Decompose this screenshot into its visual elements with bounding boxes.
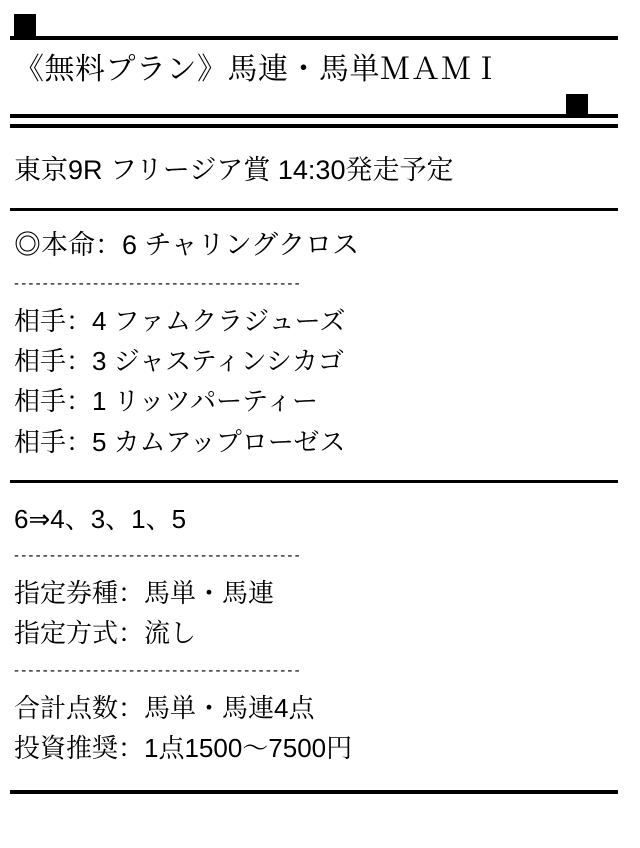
investment-recommendation: 投資推奨：1点1500〜7500円 [14, 732, 353, 763]
page-title: 《無料プラン》馬連・馬単ＭＡＭＩ [14, 53, 502, 86]
dashed-divider-2: ---------------------------------------- [14, 549, 302, 564]
race-info: 東京9R フリージア賞 14:30発走予定 [14, 155, 454, 185]
partner-pick: 相手：3 ジャスティンシカゴ [14, 346, 344, 377]
dashed-divider-3: ---------------------------------------- [14, 663, 302, 678]
honmei-pick: ◎本命：6 チャリングクロス [14, 230, 360, 261]
partner-pick: 相手：4 ファムクラジューズ [14, 305, 346, 336]
bet-method: 指定方式：流し [14, 618, 197, 649]
corner-square-top-left-icon [14, 14, 36, 36]
bet-combination: 6⇒4、3、1、5 [14, 503, 187, 534]
partner-pick: 相手：5 カムアップローゼス [14, 426, 346, 457]
total-points: 合計点数：馬単・馬連4点 [14, 692, 315, 723]
corner-square-bottom-right-icon [566, 94, 588, 116]
partner-pick: 相手：1 リッツパーティー [14, 386, 319, 417]
dashed-divider-1: ---------------------------------------- [14, 276, 302, 291]
divider-bottom [10, 790, 618, 794]
ticket-type: 指定券種：馬単・馬連 [14, 578, 275, 609]
